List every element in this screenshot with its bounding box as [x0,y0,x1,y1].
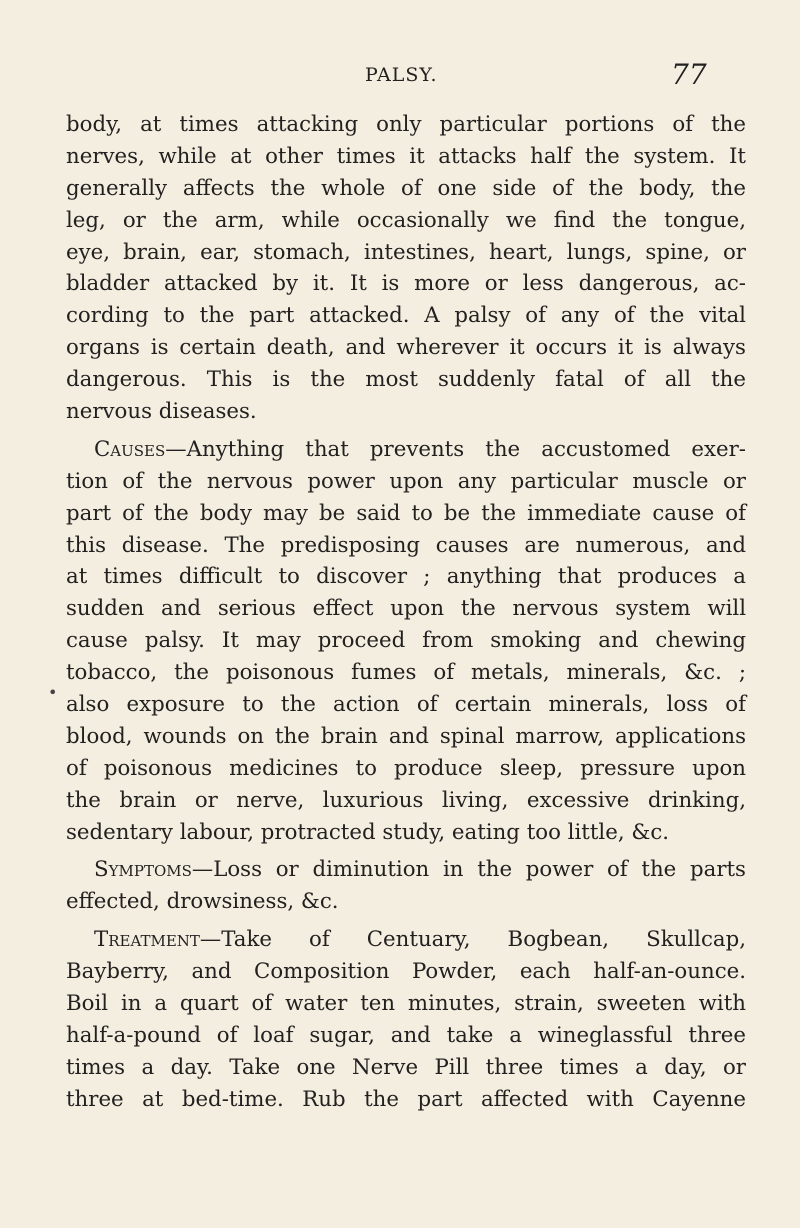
margin-mark: • [48,683,58,702]
text-line: sudden and serious effect upon the nervous system will [66,596,746,622]
running-head: PALSY. [365,64,438,86]
paragraph-intro [66,109,746,428]
text-line: leg, or the arm, while occasionally we find the tongue, [66,207,746,233]
section-heading-treatment: Treatment [94,927,200,953]
text-line: generally affects the whole of one side of the body, the [66,175,746,201]
section-heading-symptoms: Symptoms [94,857,192,883]
text-line [66,434,746,466]
text-line: the brain or nerve, luxurious living, excessive drinking, [66,787,746,813]
text-line: organs is certain death, and wherever it occurs it is always [66,335,746,361]
text-line: effected, drowsiness, &c. [66,889,339,915]
text-line: blood, wounds on the brain and spinal marrow, applications [66,723,746,749]
text-line: Bayberry, and Composition Powder, each half-an-ounce. [66,959,746,985]
section-heading-causes: Causes [94,436,166,462]
page-header [0,58,800,94]
paragraph-treatment [66,924,746,1115]
body-text [66,109,746,1116]
text-line: half-a-pound of loaf sugar, and take a wineglassful three [66,1022,746,1048]
text-line: nerves, while at other times it attacks half the system. It [66,143,746,169]
text-line [66,924,746,956]
text-line: tion of the nervous power upon any particular muscle or [66,468,746,494]
text-line: part of the body may be said to be the immediate cause of [66,500,746,526]
text-line-rest: —Loss or diminution in the power of the parts [191,857,746,883]
text-line: dangerous. This is the most suddenly fatal of all the [66,367,746,393]
text-line-rest: —Anything that prevents the accustomed exer- [165,436,746,462]
text-line: body, at times attacking only particular portions of the [66,112,746,137]
text-line: eye, brain, ear, stomach, intestines, heart, lungs, spine, or [66,239,746,265]
text-line: tobacco, the poisonous fumes of metals, minerals, &c. ; [66,660,746,686]
paragraph-causes [66,434,746,849]
text-line: cording to the part attacked. A palsy of any of the vital [66,303,746,329]
paragraph-symptoms [66,854,746,918]
text-line: this disease. The predisposing causes are numerous, and [66,532,746,558]
text-line: nervous diseases. [66,399,257,425]
text-line: also exposure to the action of certain minerals, loss of [66,692,746,718]
text-line: Boil in a quart of water ten minutes, strain, sweeten with [66,991,746,1017]
text-line: three at bed-time. Rub the part affected with Cayenne [66,1086,746,1112]
text-line-rest: —Take of Centuary, Bogbean, Skullcap, [199,927,746,953]
text-line: times a day. Take one Nerve Pill three times a day, or [66,1054,746,1080]
text-line: sedentary labour, protracted study, eating too little, &c. [66,819,670,845]
text-line: cause palsy. It may proceed from smoking and chewing [66,628,746,654]
page-number: 77 [671,58,707,91]
text-line: at times difficult to discover ; anything that produces a [66,564,746,590]
text-line [66,854,746,886]
text-line: bladder attacked by it. It is more or less dangerous, ac- [66,271,746,297]
text-line: of poisonous medicines to produce sleep, pressure upon [66,755,746,781]
